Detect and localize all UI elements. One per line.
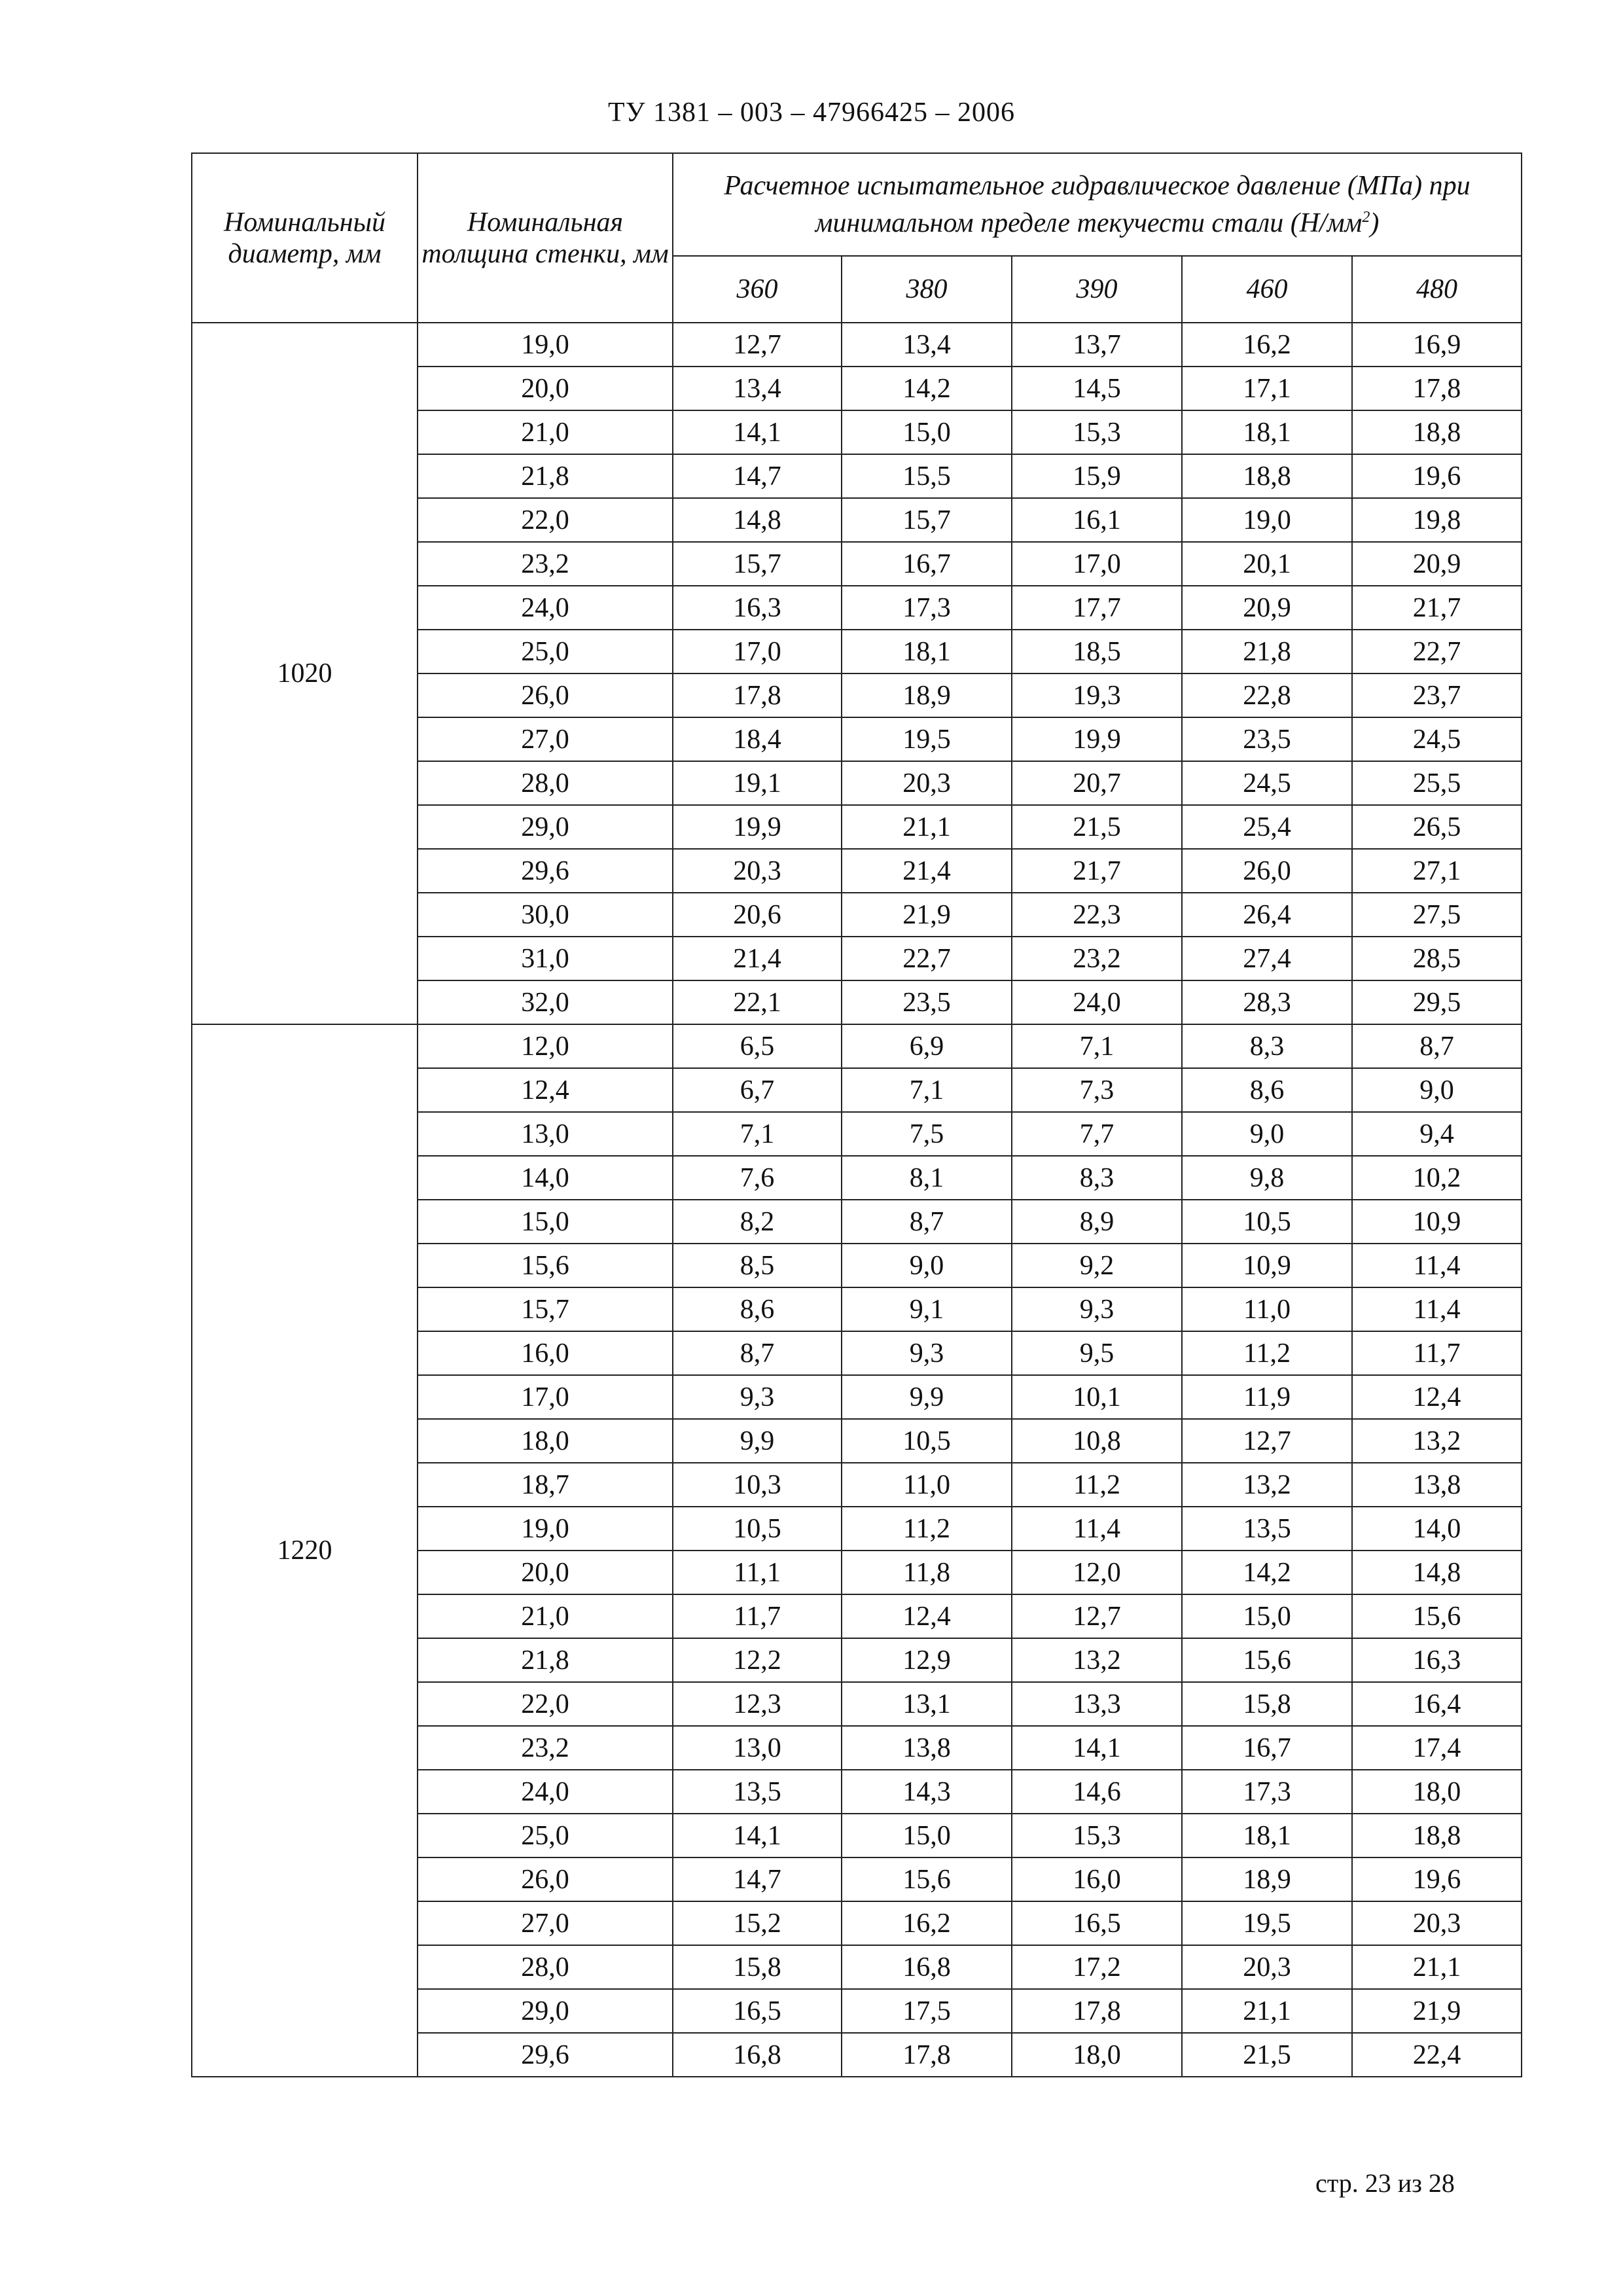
thickness-cell: 29,0 bbox=[418, 805, 673, 849]
pressure-cell: 7,1 bbox=[673, 1112, 842, 1156]
pressure-cell: 15,7 bbox=[673, 542, 842, 586]
pressure-cell: 8,5 bbox=[673, 1244, 842, 1287]
thickness-cell: 12,0 bbox=[418, 1024, 673, 1068]
pressure-cell: 19,5 bbox=[1182, 1901, 1352, 1945]
pressure-cell: 20,6 bbox=[673, 893, 842, 937]
header-thickness: Номинальная толщина стенки, мм bbox=[418, 153, 673, 323]
pressure-cell: 12,4 bbox=[1352, 1375, 1522, 1419]
pressure-cell: 28,5 bbox=[1352, 937, 1522, 980]
pressure-cell: 6,9 bbox=[842, 1024, 1012, 1068]
pressure-cell: 10,5 bbox=[673, 1507, 842, 1551]
pressure-cell: 26,5 bbox=[1352, 805, 1522, 849]
pressure-cell: 7,6 bbox=[673, 1156, 842, 1200]
pressure-cell: 16,0 bbox=[1012, 1857, 1182, 1901]
pressure-cell: 11,4 bbox=[1012, 1507, 1182, 1551]
pressure-cell: 10,5 bbox=[842, 1419, 1012, 1463]
thickness-cell: 25,0 bbox=[418, 1814, 673, 1857]
header-strength: 460 bbox=[1182, 256, 1352, 323]
table-row bbox=[192, 1024, 1522, 1068]
pressure-cell: 13,2 bbox=[1012, 1638, 1182, 1682]
pressure-cell: 7,1 bbox=[842, 1068, 1012, 1112]
pressure-cell: 19,3 bbox=[1012, 673, 1182, 717]
thickness-cell: 15,7 bbox=[418, 1287, 673, 1331]
pressure-cell: 11,7 bbox=[1352, 1331, 1522, 1375]
pressure-cell: 12,4 bbox=[842, 1594, 1012, 1638]
thickness-cell: 19,0 bbox=[418, 323, 673, 367]
pressure-cell: 23,5 bbox=[1182, 717, 1352, 761]
pressure-cell: 7,7 bbox=[1012, 1112, 1182, 1156]
header-strength: 380 bbox=[842, 256, 1012, 323]
thickness-cell: 29,6 bbox=[418, 2033, 673, 2077]
pressure-cell: 17,0 bbox=[673, 630, 842, 673]
pressure-cell: 22,3 bbox=[1012, 893, 1182, 937]
pressure-cell: 21,7 bbox=[1352, 586, 1522, 630]
header-strength: 360 bbox=[673, 256, 842, 323]
pressure-cell: 24,5 bbox=[1352, 717, 1522, 761]
pressure-cell: 19,6 bbox=[1352, 1857, 1522, 1901]
pressure-cell: 13,2 bbox=[1352, 1419, 1522, 1463]
pressure-cell: 18,8 bbox=[1352, 1814, 1522, 1857]
pressure-cell: 15,0 bbox=[842, 410, 1012, 454]
pressure-cell: 17,3 bbox=[842, 586, 1012, 630]
pressure-cell: 10,1 bbox=[1012, 1375, 1182, 1419]
diameter-cell: 1220 bbox=[192, 1024, 418, 2077]
thickness-cell: 21,8 bbox=[418, 1638, 673, 1682]
pressure-cell: 19,0 bbox=[1182, 498, 1352, 542]
pressure-cell: 20,9 bbox=[1352, 542, 1522, 586]
pressure-table bbox=[191, 152, 1522, 2077]
thickness-cell: 17,0 bbox=[418, 1375, 673, 1419]
pressure-cell: 16,2 bbox=[842, 1901, 1012, 1945]
pressure-cell: 17,0 bbox=[1012, 542, 1182, 586]
thickness-cell: 29,0 bbox=[418, 1989, 673, 2033]
header-diameter: Номинальный диаметр, мм bbox=[192, 153, 418, 323]
thickness-cell: 24,0 bbox=[418, 586, 673, 630]
pressure-cell: 21,4 bbox=[842, 849, 1012, 893]
pressure-cell: 10,9 bbox=[1182, 1244, 1352, 1287]
thickness-cell: 29,6 bbox=[418, 849, 673, 893]
pressure-cell: 12,7 bbox=[1012, 1594, 1182, 1638]
pressure-cell: 9,3 bbox=[1012, 1287, 1182, 1331]
pressure-cell: 13,5 bbox=[673, 1770, 842, 1814]
thickness-cell: 24,0 bbox=[418, 1770, 673, 1814]
thickness-cell: 27,0 bbox=[418, 717, 673, 761]
pressure-cell: 16,8 bbox=[842, 1945, 1012, 1989]
pressure-cell: 14,6 bbox=[1012, 1770, 1182, 1814]
pressure-cell: 9,4 bbox=[1352, 1112, 1522, 1156]
pressure-cell: 19,9 bbox=[1012, 717, 1182, 761]
pressure-cell: 14,3 bbox=[842, 1770, 1012, 1814]
pressure-cell: 9,0 bbox=[842, 1244, 1012, 1287]
pressure-cell: 11,9 bbox=[1182, 1375, 1352, 1419]
pressure-cell: 21,8 bbox=[1182, 630, 1352, 673]
pressure-cell: 11,0 bbox=[1182, 1287, 1352, 1331]
pressure-cell: 9,9 bbox=[673, 1419, 842, 1463]
pressure-cell: 14,7 bbox=[673, 454, 842, 498]
pressure-cell: 21,9 bbox=[842, 893, 1012, 937]
pressure-cell: 10,3 bbox=[673, 1463, 842, 1507]
pressure-cell: 17,2 bbox=[1012, 1945, 1182, 1989]
pressure-cell: 8,6 bbox=[673, 1287, 842, 1331]
pressure-cell: 15,0 bbox=[842, 1814, 1012, 1857]
pressure-cell: 29,5 bbox=[1352, 980, 1522, 1024]
pressure-cell: 17,7 bbox=[1012, 586, 1182, 630]
pressure-cell: 11,7 bbox=[673, 1594, 842, 1638]
pressure-cell: 14,5 bbox=[1012, 367, 1182, 410]
pressure-cell: 23,5 bbox=[842, 980, 1012, 1024]
pressure-cell: 16,8 bbox=[673, 2033, 842, 2077]
pressure-cell: 27,4 bbox=[1182, 937, 1352, 980]
pressure-cell: 15,8 bbox=[673, 1945, 842, 1989]
pressure-cell: 13,3 bbox=[1012, 1682, 1182, 1726]
pressure-cell: 16,5 bbox=[1012, 1901, 1182, 1945]
document-code: ТУ 1381 – 003 – 47966425 – 2006 bbox=[608, 98, 1015, 128]
pressure-cell: 16,3 bbox=[673, 586, 842, 630]
pressure-cell: 7,1 bbox=[1012, 1024, 1182, 1068]
pressure-cell: 28,3 bbox=[1182, 980, 1352, 1024]
thickness-cell: 22,0 bbox=[418, 1682, 673, 1726]
pressure-cell: 13,1 bbox=[842, 1682, 1012, 1726]
pressure-cell: 14,2 bbox=[842, 367, 1012, 410]
thickness-cell: 21,0 bbox=[418, 410, 673, 454]
pressure-cell: 20,3 bbox=[673, 849, 842, 893]
pressure-cell: 21,5 bbox=[1182, 2033, 1352, 2077]
page-number: стр. 23 из 28 bbox=[1315, 2168, 1455, 2198]
pressure-cell: 19,8 bbox=[1352, 498, 1522, 542]
thickness-cell: 31,0 bbox=[418, 937, 673, 980]
pressure-cell: 27,1 bbox=[1352, 849, 1522, 893]
pressure-cell: 9,1 bbox=[842, 1287, 1012, 1331]
pressure-cell: 16,1 bbox=[1012, 498, 1182, 542]
pressure-cell: 8,6 bbox=[1182, 1068, 1352, 1112]
pressure-cell: 8,7 bbox=[1352, 1024, 1522, 1068]
pressure-cell: 18,1 bbox=[1182, 1814, 1352, 1857]
pressure-cell: 22,1 bbox=[673, 980, 842, 1024]
pressure-cell: 20,7 bbox=[1012, 761, 1182, 805]
pressure-cell: 24,0 bbox=[1012, 980, 1182, 1024]
header-strength: 480 bbox=[1352, 256, 1522, 323]
pressure-cell: 20,3 bbox=[1352, 1901, 1522, 1945]
pressure-cell: 8,2 bbox=[673, 1200, 842, 1244]
thickness-cell: 28,0 bbox=[418, 761, 673, 805]
pressure-cell: 21,1 bbox=[1182, 1989, 1352, 2033]
pressure-cell: 14,7 bbox=[673, 1857, 842, 1901]
pressure-cell: 21,4 bbox=[673, 937, 842, 980]
pressure-cell: 12,2 bbox=[673, 1638, 842, 1682]
thickness-cell: 22,0 bbox=[418, 498, 673, 542]
pressure-cell: 13,5 bbox=[1182, 1507, 1352, 1551]
pressure-cell: 19,6 bbox=[1352, 454, 1522, 498]
pressure-cell: 13,4 bbox=[673, 367, 842, 410]
header-pressure-end: ) bbox=[1370, 208, 1380, 238]
pressure-cell: 11,2 bbox=[1012, 1463, 1182, 1507]
pressure-cell: 11,2 bbox=[1182, 1331, 1352, 1375]
pressure-cell: 17,8 bbox=[842, 2033, 1012, 2077]
thickness-cell: 25,0 bbox=[418, 630, 673, 673]
pressure-cell: 15,6 bbox=[842, 1857, 1012, 1901]
pressure-cell: 8,7 bbox=[842, 1200, 1012, 1244]
pressure-cell: 20,3 bbox=[842, 761, 1012, 805]
pressure-cell: 13,8 bbox=[1352, 1463, 1522, 1507]
pressure-cell: 6,7 bbox=[673, 1068, 842, 1112]
thickness-cell: 12,4 bbox=[418, 1068, 673, 1112]
pressure-cell: 9,8 bbox=[1182, 1156, 1352, 1200]
thickness-cell: 32,0 bbox=[418, 980, 673, 1024]
pressure-cell: 15,7 bbox=[842, 498, 1012, 542]
table-row bbox=[192, 323, 1522, 367]
pressure-cell: 16,9 bbox=[1352, 323, 1522, 367]
pressure-cell: 15,3 bbox=[1012, 1814, 1182, 1857]
pressure-cell: 8,7 bbox=[673, 1331, 842, 1375]
thickness-cell: 18,0 bbox=[418, 1419, 673, 1463]
pressure-cell: 7,5 bbox=[842, 1112, 1012, 1156]
pressure-cell: 16,3 bbox=[1352, 1638, 1522, 1682]
pressure-cell: 16,7 bbox=[1182, 1726, 1352, 1770]
thickness-cell: 21,0 bbox=[418, 1594, 673, 1638]
pressure-cell: 17,4 bbox=[1352, 1726, 1522, 1770]
pressure-cell: 23,7 bbox=[1352, 673, 1522, 717]
pressure-cell: 21,5 bbox=[1012, 805, 1182, 849]
pressure-cell: 11,8 bbox=[842, 1551, 1012, 1594]
pressure-cell: 14,8 bbox=[1352, 1551, 1522, 1594]
pressure-cell: 22,7 bbox=[842, 937, 1012, 980]
pressure-cell: 18,8 bbox=[1182, 454, 1352, 498]
pressure-cell: 13,0 bbox=[673, 1726, 842, 1770]
pressure-cell: 17,8 bbox=[1012, 1989, 1182, 2033]
thickness-cell: 26,0 bbox=[418, 673, 673, 717]
pressure-cell: 14,1 bbox=[1012, 1726, 1182, 1770]
pressure-cell: 15,8 bbox=[1182, 1682, 1352, 1726]
pressure-cell: 13,2 bbox=[1182, 1463, 1352, 1507]
pressure-cell: 22,7 bbox=[1352, 630, 1522, 673]
pressure-cell: 21,1 bbox=[842, 805, 1012, 849]
pressure-cell: 11,1 bbox=[673, 1551, 842, 1594]
thickness-cell: 23,2 bbox=[418, 542, 673, 586]
thickness-cell: 21,8 bbox=[418, 454, 673, 498]
pressure-cell: 18,5 bbox=[1012, 630, 1182, 673]
pressure-cell: 18,0 bbox=[1352, 1770, 1522, 1814]
pressure-cell: 19,1 bbox=[673, 761, 842, 805]
pressure-cell: 8,1 bbox=[842, 1156, 1012, 1200]
pressure-cell: 26,4 bbox=[1182, 893, 1352, 937]
thickness-cell: 23,2 bbox=[418, 1726, 673, 1770]
pressure-cell: 21,9 bbox=[1352, 1989, 1522, 2033]
pressure-cell: 17,8 bbox=[673, 673, 842, 717]
pressure-cell: 10,5 bbox=[1182, 1200, 1352, 1244]
pressure-cell: 15,6 bbox=[1352, 1594, 1522, 1638]
pressure-cell: 15,0 bbox=[1182, 1594, 1352, 1638]
pressure-cell: 18,9 bbox=[842, 673, 1012, 717]
pressure-cell: 17,3 bbox=[1182, 1770, 1352, 1814]
pressure-cell: 21,7 bbox=[1012, 849, 1182, 893]
pressure-cell: 19,5 bbox=[842, 717, 1012, 761]
pressure-cell: 10,2 bbox=[1352, 1156, 1522, 1200]
pressure-cell: 20,9 bbox=[1182, 586, 1352, 630]
pressure-cell: 17,8 bbox=[1352, 367, 1522, 410]
thickness-cell: 26,0 bbox=[418, 1857, 673, 1901]
pressure-cell: 25,4 bbox=[1182, 805, 1352, 849]
pressure-cell: 9,0 bbox=[1182, 1112, 1352, 1156]
pressure-cell: 23,2 bbox=[1012, 937, 1182, 980]
pressure-cell: 18,9 bbox=[1182, 1857, 1352, 1901]
pressure-cell: 18,0 bbox=[1012, 2033, 1182, 2077]
pressure-cell: 18,4 bbox=[673, 717, 842, 761]
pressure-cell: 13,8 bbox=[842, 1726, 1012, 1770]
pressure-cell: 18,1 bbox=[842, 630, 1012, 673]
pressure-cell: 22,8 bbox=[1182, 673, 1352, 717]
thickness-cell: 20,0 bbox=[418, 1551, 673, 1594]
pressure-cell: 17,1 bbox=[1182, 367, 1352, 410]
pressure-cell: 15,3 bbox=[1012, 410, 1182, 454]
pressure-cell: 14,0 bbox=[1352, 1507, 1522, 1551]
pressure-cell: 10,9 bbox=[1352, 1200, 1522, 1244]
pressure-cell: 18,1 bbox=[1182, 410, 1352, 454]
pressure-cell: 26,0 bbox=[1182, 849, 1352, 893]
pressure-cell: 16,2 bbox=[1182, 323, 1352, 367]
pressure-cell: 15,2 bbox=[673, 1901, 842, 1945]
pressure-cell: 25,5 bbox=[1352, 761, 1522, 805]
header-pressure bbox=[673, 153, 1522, 256]
pressure-cell: 11,0 bbox=[842, 1463, 1012, 1507]
pressure-cell: 9,5 bbox=[1012, 1331, 1182, 1375]
pressure-cell: 16,7 bbox=[842, 542, 1012, 586]
pressure-cell: 20,1 bbox=[1182, 542, 1352, 586]
pressure-cell: 16,5 bbox=[673, 1989, 842, 2033]
thickness-cell: 13,0 bbox=[418, 1112, 673, 1156]
pressure-cell: 9,9 bbox=[842, 1375, 1012, 1419]
thickness-cell: 27,0 bbox=[418, 1901, 673, 1945]
pressure-cell: 12,0 bbox=[1012, 1551, 1182, 1594]
pressure-cell: 10,8 bbox=[1012, 1419, 1182, 1463]
pressure-cell: 9,0 bbox=[1352, 1068, 1522, 1112]
pressure-cell: 8,3 bbox=[1182, 1024, 1352, 1068]
pressure-cell: 22,4 bbox=[1352, 2033, 1522, 2077]
pressure-cell: 12,9 bbox=[842, 1638, 1012, 1682]
pressure-cell: 14,8 bbox=[673, 498, 842, 542]
pressure-cell: 11,4 bbox=[1352, 1244, 1522, 1287]
diameter-cell: 1020 bbox=[192, 323, 418, 1024]
pressure-cell: 12,7 bbox=[1182, 1419, 1352, 1463]
pressure-cell: 20,3 bbox=[1182, 1945, 1352, 1989]
pressure-cell: 21,1 bbox=[1352, 1945, 1522, 1989]
pressure-cell: 12,7 bbox=[673, 323, 842, 367]
pressure-cell: 12,3 bbox=[673, 1682, 842, 1726]
pressure-cell: 13,7 bbox=[1012, 323, 1182, 367]
pressure-cell: 15,6 bbox=[1182, 1638, 1352, 1682]
pressure-cell: 9,3 bbox=[673, 1375, 842, 1419]
pressure-cell: 19,9 bbox=[673, 805, 842, 849]
thickness-cell: 18,7 bbox=[418, 1463, 673, 1507]
thickness-cell: 14,0 bbox=[418, 1156, 673, 1200]
pressure-cell: 24,5 bbox=[1182, 761, 1352, 805]
pressure-cell: 9,3 bbox=[842, 1331, 1012, 1375]
thickness-cell: 20,0 bbox=[418, 367, 673, 410]
pressure-cell: 8,9 bbox=[1012, 1200, 1182, 1244]
header-pressure-sup: 2 bbox=[1362, 209, 1370, 226]
header-pressure-text: Расчетное испытательное гидравлическое давление (МПа) при минимальном пределе текучести стали (Н/мм bbox=[724, 171, 1471, 238]
pressure-cell: 11,2 bbox=[842, 1507, 1012, 1551]
pressure-cell: 11,4 bbox=[1352, 1287, 1522, 1331]
pressure-cell: 9,2 bbox=[1012, 1244, 1182, 1287]
pressure-cell: 14,1 bbox=[673, 1814, 842, 1857]
thickness-cell: 15,6 bbox=[418, 1244, 673, 1287]
pressure-cell: 14,2 bbox=[1182, 1551, 1352, 1594]
pressure-cell: 15,9 bbox=[1012, 454, 1182, 498]
pressure-cell: 15,5 bbox=[842, 454, 1012, 498]
pressure-cell: 7,3 bbox=[1012, 1068, 1182, 1112]
header-strength: 390 bbox=[1012, 256, 1182, 323]
thickness-cell: 28,0 bbox=[418, 1945, 673, 1989]
thickness-cell: 19,0 bbox=[418, 1507, 673, 1551]
pressure-cell: 16,4 bbox=[1352, 1682, 1522, 1726]
pressure-cell: 18,8 bbox=[1352, 410, 1522, 454]
pressure-cell: 27,5 bbox=[1352, 893, 1522, 937]
thickness-cell: 30,0 bbox=[418, 893, 673, 937]
thickness-cell: 15,0 bbox=[418, 1200, 673, 1244]
pressure-cell: 17,5 bbox=[842, 1989, 1012, 2033]
pressure-cell: 14,1 bbox=[673, 410, 842, 454]
pressure-cell: 8,3 bbox=[1012, 1156, 1182, 1200]
pressure-cell: 6,5 bbox=[673, 1024, 842, 1068]
thickness-cell: 16,0 bbox=[418, 1331, 673, 1375]
pressure-cell: 13,4 bbox=[842, 323, 1012, 367]
